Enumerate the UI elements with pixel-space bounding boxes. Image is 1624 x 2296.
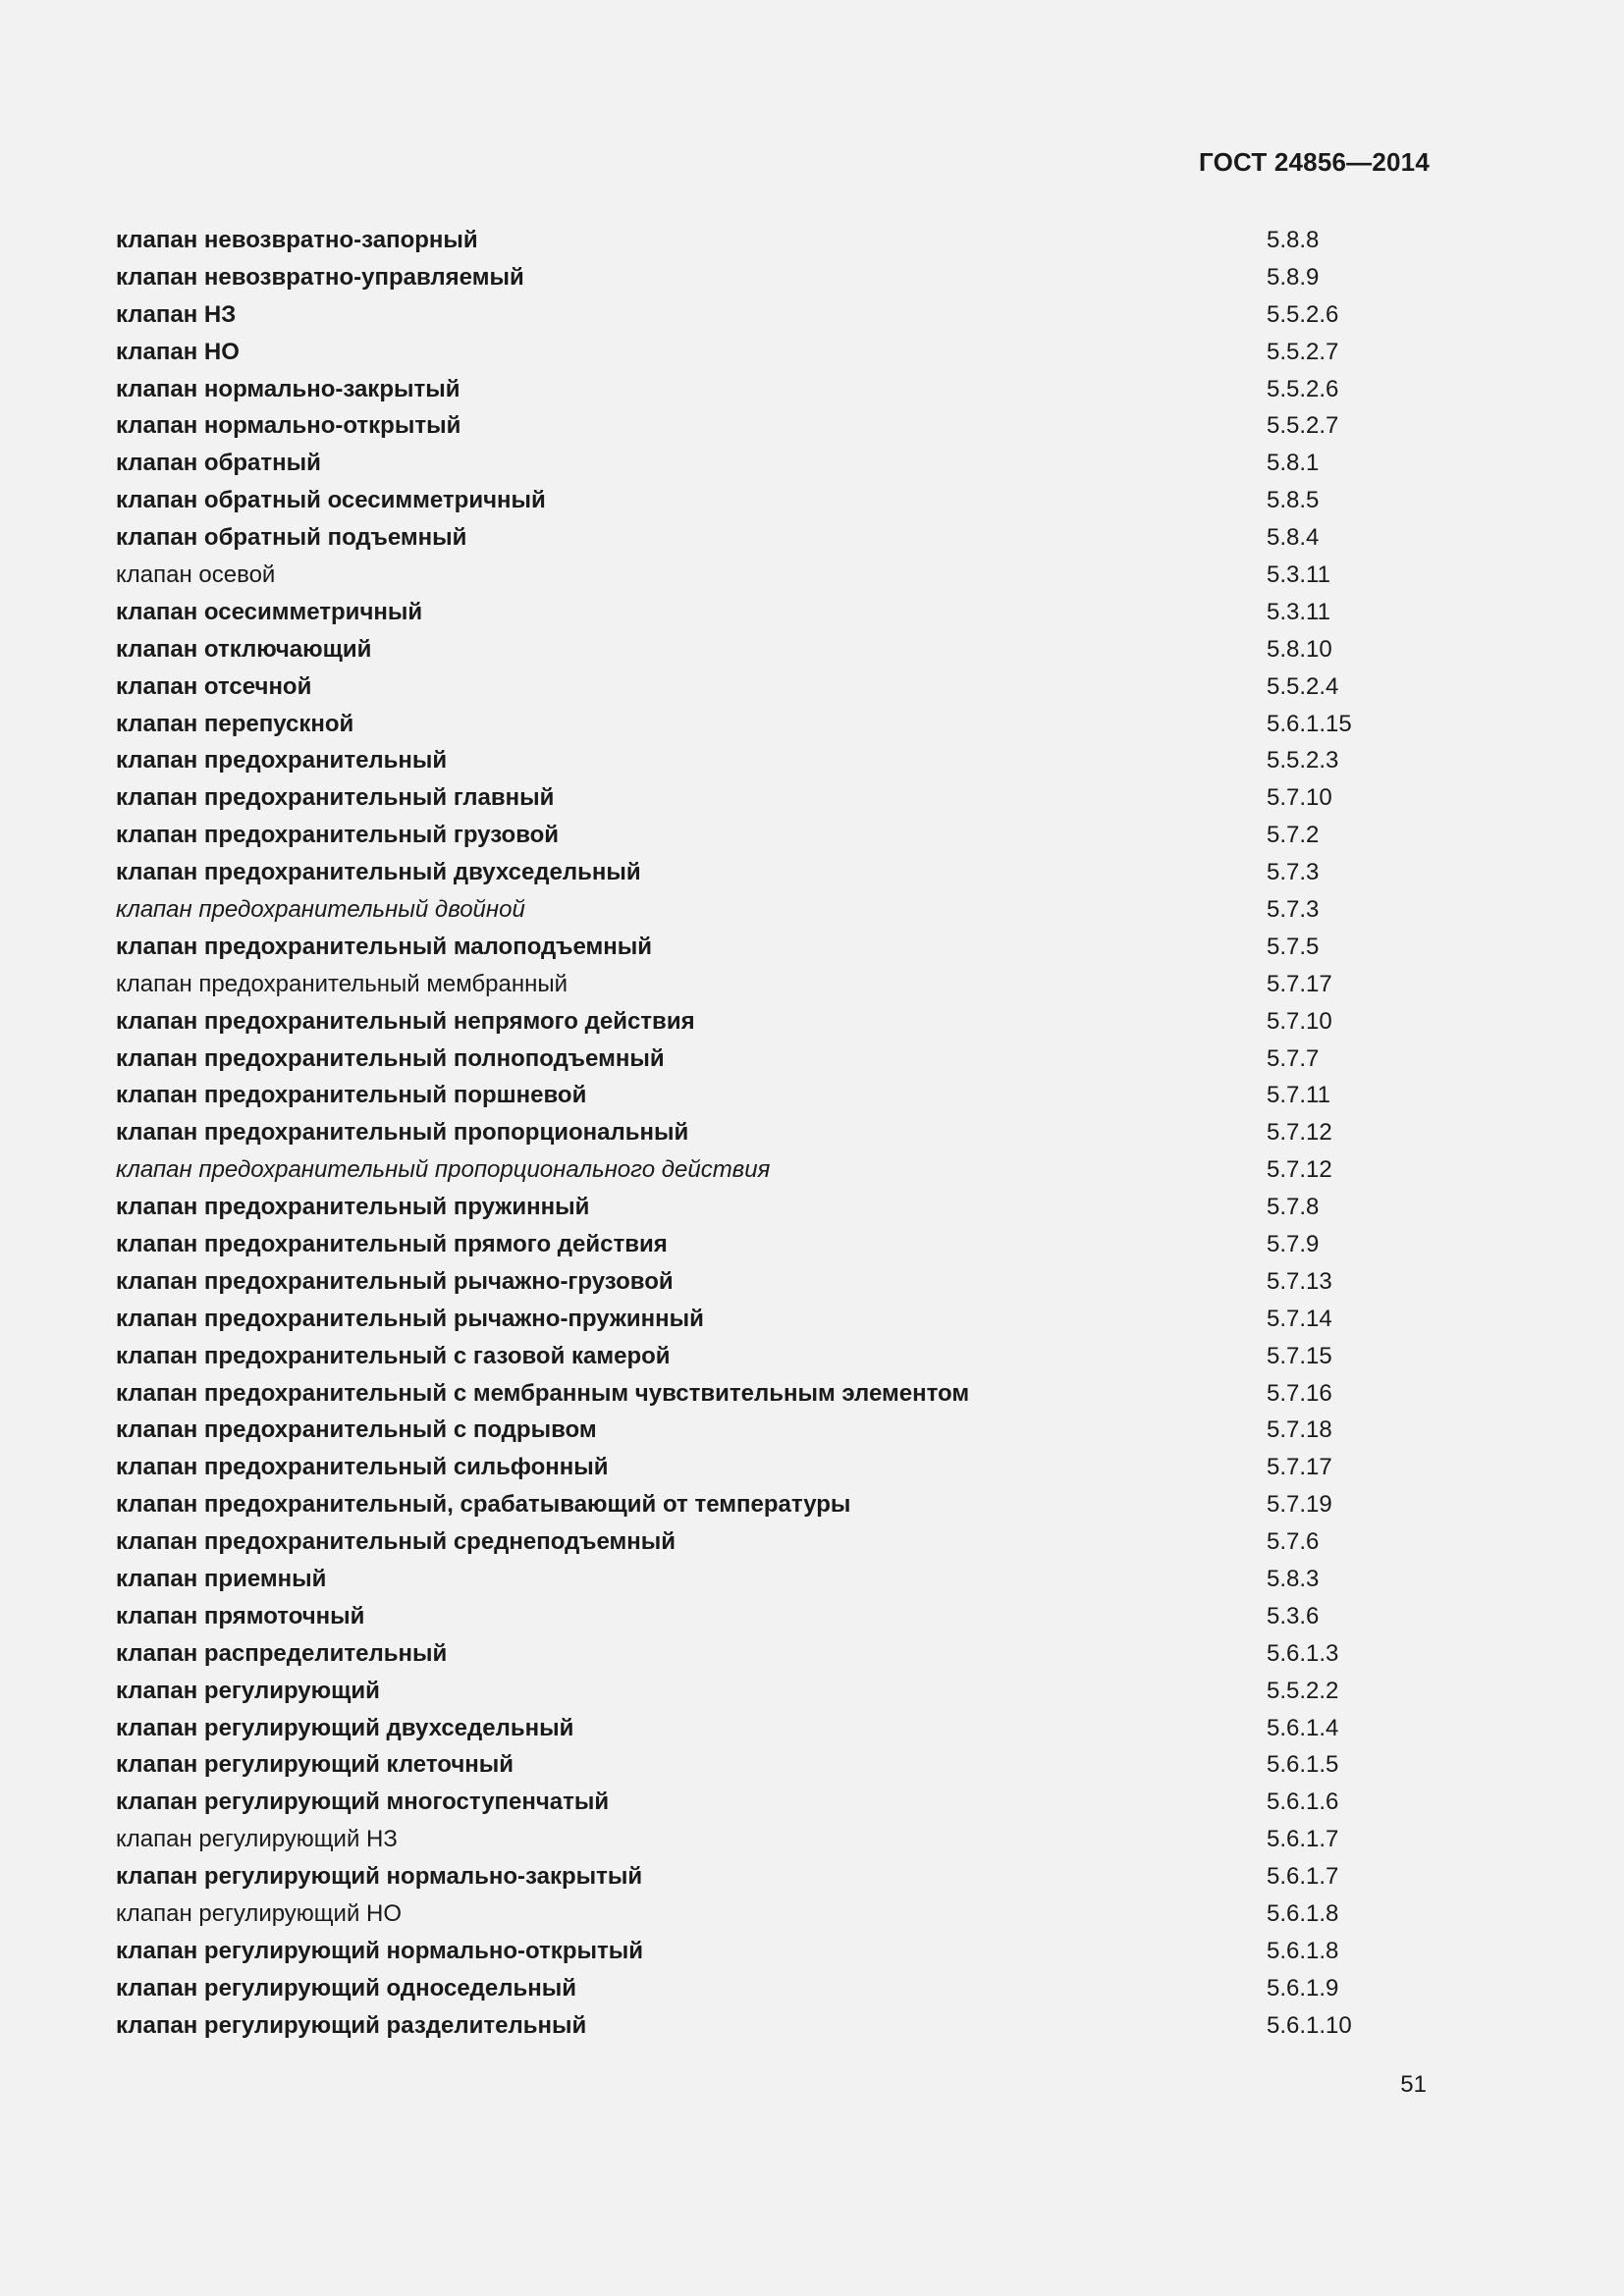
index-entry <box>116 1561 1392 1598</box>
index-reference: 5.6.1.5 <box>1267 1751 1339 1779</box>
index-reference: 5.5.2.6 <box>1267 300 1339 328</box>
index-term: клапан невозвратно-запорный <box>116 226 478 253</box>
index-reference: 5.7.8 <box>1267 1194 1320 1221</box>
index-entry <box>116 966 1392 1003</box>
index-term: клапан предохранительный пропорциональный <box>116 1119 689 1147</box>
index-entry <box>116 1449 1392 1486</box>
index-entry <box>116 1375 1392 1413</box>
index-term: клапан обратный <box>116 450 321 477</box>
index-entry <box>116 779 1392 817</box>
index-term: клапан предохранительный двухседельный <box>116 859 641 886</box>
index-reference: 5.7.19 <box>1267 1491 1332 1519</box>
index-term: клапан предохранительный <box>116 747 448 774</box>
index-entry <box>116 222 1392 259</box>
index-reference: 5.6.1.9 <box>1267 1974 1339 2002</box>
index-term: клапан предохранительный, срабатывающий от температуры <box>116 1491 851 1519</box>
index-term: клапан регулирующий односедельный <box>116 1974 576 2002</box>
index-term: клапан предохранительный мембранный <box>116 970 568 997</box>
index-reference: 5.7.2 <box>1267 822 1320 849</box>
index-term: клапан НЗ <box>116 300 237 328</box>
index-reference: 5.8.9 <box>1267 263 1320 291</box>
index-entry <box>116 929 1392 966</box>
index-entry <box>116 668 1392 706</box>
index-reference: 5.6.1.7 <box>1267 1826 1339 1853</box>
index-reference: 5.6.1.8 <box>1267 1900 1339 1928</box>
index-reference: 5.7.7 <box>1267 1044 1320 1072</box>
index-entry <box>116 594 1392 631</box>
index-entry <box>116 557 1392 594</box>
index-entry <box>116 371 1392 408</box>
index-term: клапан предохранительный пропорционального действия <box>116 1156 771 1184</box>
index-entry <box>116 1635 1392 1673</box>
index-reference: 5.3.11 <box>1267 561 1330 588</box>
index-reference: 5.5.2.6 <box>1267 375 1339 402</box>
index-entry <box>116 1598 1392 1635</box>
index-reference: 5.7.17 <box>1267 970 1332 997</box>
index-entry <box>116 1338 1392 1375</box>
index-term: клапан прямоточный <box>116 1602 365 1629</box>
index-term: клапан отсечной <box>116 672 312 700</box>
index-entry <box>116 1301 1392 1338</box>
index-term: клапан регулирующий клеточный <box>116 1751 514 1779</box>
index-reference: 5.5.2.2 <box>1267 1677 1339 1704</box>
index-term: клапан осесимметричный <box>116 598 423 625</box>
index-entry <box>116 742 1392 779</box>
index-entry <box>116 2007 1392 2045</box>
index-reference: 5.8.10 <box>1267 635 1332 663</box>
index-entry <box>116 1263 1392 1301</box>
index-entry <box>116 1821 1392 1858</box>
index-reference: 5.7.14 <box>1267 1305 1332 1332</box>
index-term: клапан предохранительный пружинный <box>116 1194 590 1221</box>
index-entry <box>116 1077 1392 1114</box>
document-header: ГОСТ 24856—2014 <box>1199 147 1430 177</box>
index-entry <box>116 1151 1392 1189</box>
index-reference: 5.7.17 <box>1267 1454 1332 1481</box>
index-entry <box>116 706 1392 743</box>
index-reference: 5.7.18 <box>1267 1416 1332 1444</box>
index-entry <box>116 1523 1392 1561</box>
index-term: клапан осевой <box>116 561 276 588</box>
index-term: клапан предохранительный рычажно-грузовой <box>116 1267 674 1295</box>
index-reference: 5.8.1 <box>1267 450 1320 477</box>
index-term: клапан регулирующий многоступенчатый <box>116 1789 610 1816</box>
index-term: клапан предохранительный прямого действия <box>116 1230 668 1257</box>
index-entry <box>116 854 1392 891</box>
index-reference: 5.6.1.4 <box>1267 1714 1339 1741</box>
index-entry <box>116 1189 1392 1226</box>
index-term: клапан регулирующий нормально-открытый <box>116 1937 643 1964</box>
index-reference: 5.8.5 <box>1267 487 1320 514</box>
index-reference: 5.7.11 <box>1267 1082 1330 1109</box>
index-entry <box>116 891 1392 929</box>
index-entry <box>116 631 1392 668</box>
index-reference: 5.7.3 <box>1267 859 1320 886</box>
index-reference: 5.5.2.3 <box>1267 747 1339 774</box>
index-term: клапан НО <box>116 338 240 365</box>
index-entry <box>116 1673 1392 1710</box>
index-reference: 5.7.9 <box>1267 1230 1320 1257</box>
index-term: клапан предохранительный грузовой <box>116 822 560 849</box>
index-entry <box>116 1041 1392 1078</box>
index-entry <box>116 1226 1392 1263</box>
index-entry <box>116 1933 1392 1970</box>
index-term: клапан предохранительный полноподъемный <box>116 1044 665 1072</box>
index-entry <box>116 296 1392 334</box>
index-term: клапан обратный подъемный <box>116 524 467 552</box>
index-term: клапан обратный осесимметричный <box>116 487 546 514</box>
index-entry <box>116 1114 1392 1151</box>
index-reference: 5.8.3 <box>1267 1566 1320 1592</box>
index-reference: 5.7.5 <box>1267 933 1320 960</box>
term-index-list <box>116 222 1392 2045</box>
index-entry <box>116 1486 1392 1523</box>
index-term: клапан регулирующий НО <box>116 1900 403 1928</box>
index-term: клапан регулирующий <box>116 1677 380 1704</box>
index-reference: 5.7.6 <box>1267 1528 1320 1556</box>
index-entry <box>116 1896 1392 1933</box>
index-entry <box>116 1710 1392 1747</box>
index-reference: 5.6.1.8 <box>1267 1937 1339 1964</box>
index-reference: 5.7.10 <box>1267 784 1332 812</box>
index-reference: 5.3.11 <box>1267 598 1330 625</box>
index-reference: 5.3.6 <box>1267 1602 1320 1629</box>
index-reference: 5.7.12 <box>1267 1119 1332 1147</box>
index-term: клапан предохранительный непрямого действия <box>116 1007 695 1035</box>
index-term: клапан регулирующий нормально-закрытый <box>116 1863 643 1891</box>
index-reference: 5.6.1.7 <box>1267 1863 1339 1891</box>
index-entry <box>116 334 1392 371</box>
index-term: клапан предохранительный среднеподъемный <box>116 1528 677 1556</box>
index-term: клапан предохранительный главный <box>116 784 555 812</box>
page-number: 51 <box>1400 2071 1427 2098</box>
index-reference: 5.6.1.10 <box>1267 2011 1352 2039</box>
index-reference: 5.8.8 <box>1267 226 1320 253</box>
index-term: клапан предохранительный с подрывом <box>116 1416 597 1444</box>
index-entry <box>116 1858 1392 1896</box>
index-term: клапан предохранительный двойной <box>116 895 525 923</box>
index-reference: 5.7.12 <box>1267 1156 1332 1184</box>
index-term: клапан предохранительный поршневой <box>116 1082 587 1109</box>
index-entry <box>116 1003 1392 1041</box>
index-entry <box>116 445 1392 482</box>
index-reference: 5.6.1.3 <box>1267 1639 1339 1667</box>
index-term: клапан невозвратно-управляемый <box>116 263 524 291</box>
index-entry <box>116 1970 1392 2007</box>
index-entry <box>116 259 1392 296</box>
index-term: клапан предохранительный малоподъемный <box>116 933 652 960</box>
index-reference: 5.5.2.7 <box>1267 412 1339 440</box>
index-reference: 5.7.15 <box>1267 1342 1332 1369</box>
index-reference: 5.5.2.4 <box>1267 672 1339 700</box>
index-reference: 5.7.16 <box>1267 1379 1332 1407</box>
index-reference: 5.7.10 <box>1267 1007 1332 1035</box>
index-term: клапан регулирующий НЗ <box>116 1826 398 1853</box>
index-term: клапан предохранительный сильфонный <box>116 1454 609 1481</box>
index-reference: 5.6.1.6 <box>1267 1789 1339 1816</box>
index-reference: 5.7.3 <box>1267 895 1320 923</box>
index-term: клапан перепускной <box>116 710 354 737</box>
index-reference: 5.7.13 <box>1267 1267 1332 1295</box>
index-term: клапан предохранительный с мембранным чувствительным элементом <box>116 1379 970 1407</box>
index-term: клапан регулирующий разделительный <box>116 2011 587 2039</box>
index-term: клапан предохранительный с газовой камерой <box>116 1342 671 1369</box>
index-reference: 5.5.2.7 <box>1267 338 1339 365</box>
index-term: клапан регулирующий двухседельный <box>116 1714 574 1741</box>
index-entry <box>116 1747 1392 1785</box>
index-reference: 5.6.1.15 <box>1267 710 1352 737</box>
index-entry <box>116 1784 1392 1821</box>
index-term: клапан предохранительный рычажно-пружинный <box>116 1305 704 1332</box>
index-term: клапан приемный <box>116 1566 327 1592</box>
index-entry <box>116 519 1392 557</box>
index-entry <box>116 407 1392 445</box>
index-term: клапан нормально-открытый <box>116 412 461 440</box>
index-entry <box>116 817 1392 854</box>
index-term: клапан нормально-закрытый <box>116 375 460 402</box>
index-term: клапан распределительный <box>116 1639 448 1667</box>
index-term: клапан отключающий <box>116 635 372 663</box>
index-entry <box>116 482 1392 519</box>
index-reference: 5.8.4 <box>1267 524 1320 552</box>
index-entry <box>116 1413 1392 1450</box>
